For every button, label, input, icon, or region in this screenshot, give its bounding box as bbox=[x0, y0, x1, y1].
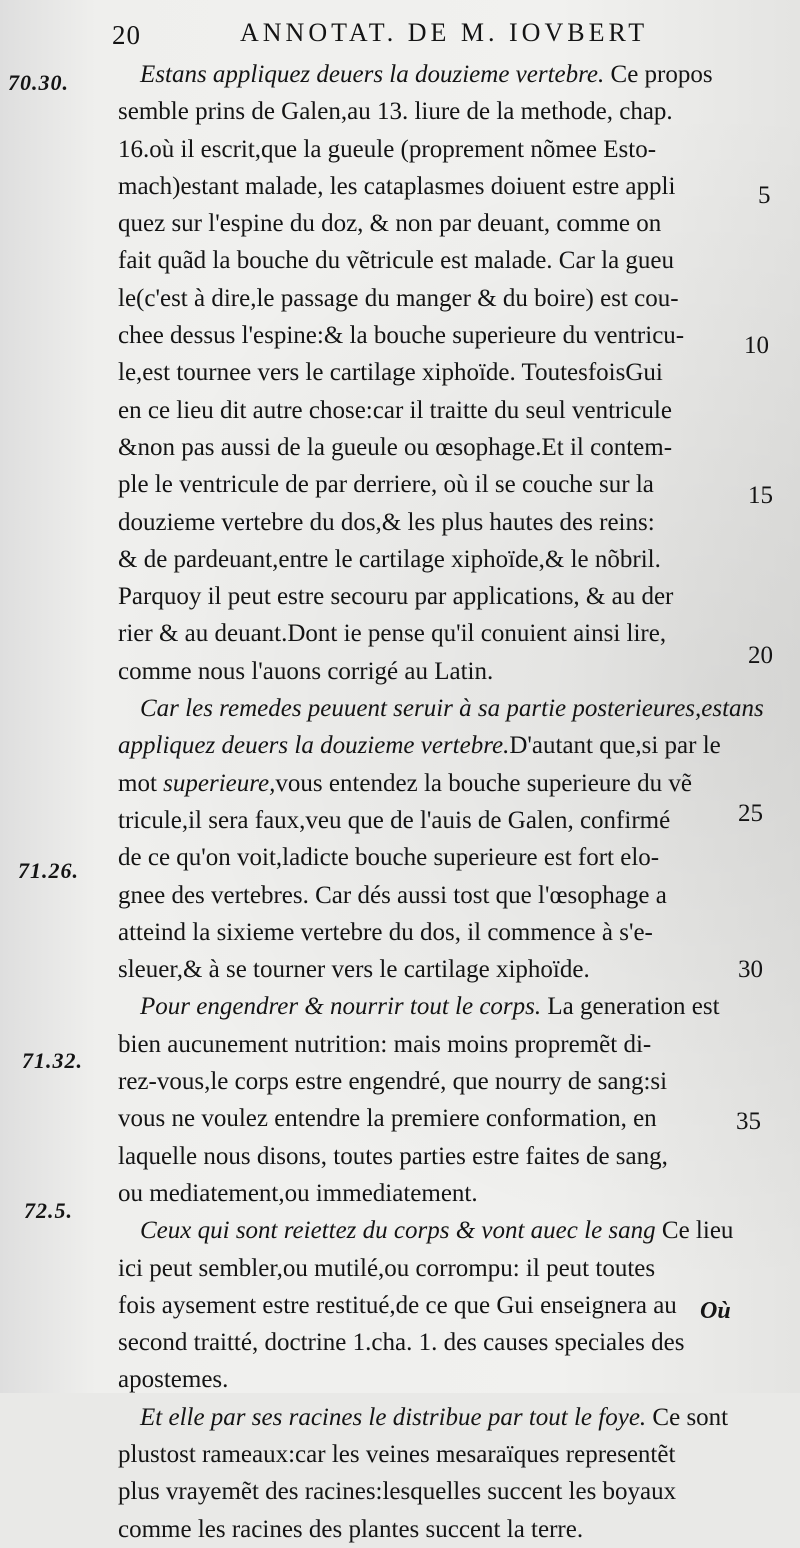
text-line bbox=[118, 1250, 738, 1287]
commentary-text: &non pas aussi de la gueule ou œsophage.Et il contem- bbox=[118, 433, 673, 461]
text-line bbox=[118, 466, 738, 503]
commentary-text: D'autant que,si par le bbox=[509, 732, 721, 760]
text-line bbox=[118, 839, 738, 876]
text-line bbox=[118, 131, 738, 168]
lemma-text: Estans appliquez deuers la douzieme vertebre. bbox=[140, 61, 605, 88]
text-line bbox=[118, 951, 738, 988]
text-line bbox=[118, 205, 738, 242]
commentary-text: atteind la sixieme vertebre du dos, il commence à s'e- bbox=[118, 918, 653, 946]
line-number: 10 bbox=[744, 332, 769, 359]
line-number: 30 bbox=[738, 956, 763, 983]
lemma-text: Ceux qui sont reiettez du corps & vont auec le sang bbox=[140, 1217, 656, 1245]
commentary-text: fait quãd la bouche du vẽtricule est malade. Car la gueu bbox=[118, 247, 675, 275]
text-line bbox=[118, 802, 738, 839]
commentary-text: douzieme vertebre du dos,& les plus hautes des reins: bbox=[118, 508, 655, 536]
commentary-text: laquelle nous disons, toutes parties estre faites de sang, bbox=[118, 1142, 668, 1170]
line-number: 25 bbox=[738, 800, 763, 827]
text-line bbox=[118, 1324, 738, 1361]
commentary-text: sleuer,& à se tourner vers le cartilage xiphoïde. bbox=[118, 956, 590, 984]
text-line bbox=[118, 877, 738, 914]
text-line bbox=[118, 504, 738, 541]
annotation-paragraph bbox=[118, 1399, 738, 1548]
commentary-text: ple le ventricule de par derriere, où il se couche sur la bbox=[118, 471, 654, 499]
text-line bbox=[118, 1100, 738, 1137]
text-line bbox=[118, 765, 738, 802]
commentary-text: bien aucunement nutrition: mais moins propremẽt di- bbox=[118, 1030, 652, 1058]
text-line bbox=[118, 1399, 738, 1436]
lemma-text: Et elle par ses racines le distribue par tout le foye. bbox=[140, 1403, 647, 1431]
commentary-text: vous entendez la bouche superieure du vẽ bbox=[275, 769, 692, 797]
text-line bbox=[118, 56, 738, 93]
text-line bbox=[118, 1063, 738, 1100]
annotation-paragraph bbox=[118, 56, 738, 690]
text-line bbox=[118, 354, 738, 391]
commentary-text: comme les racines des plantes succent la terre. bbox=[118, 1515, 584, 1543]
commentary-text: plustost rameaux:car les veines mesaraïques representẽt bbox=[118, 1440, 676, 1468]
lemma-text: Car les remedes peuuent seruir à sa partie posterieures,estans bbox=[140, 695, 764, 723]
page-number: 20 bbox=[112, 20, 141, 50]
text-line bbox=[118, 653, 738, 690]
commentary-text: & de pardeuant,entre le cartilage xiphoïde,& le nõbril. bbox=[118, 545, 661, 573]
line-number: 20 bbox=[748, 642, 773, 669]
text-line bbox=[118, 317, 738, 354]
commentary-text: tricule,il sera faux,veu que de l'auis de Galen, confirmé bbox=[118, 806, 671, 834]
commentary-text: gnee des vertebres. Car dés aussi tost que l'œsophage a bbox=[118, 881, 667, 909]
commentary-text: le,est tournee vers le cartilage xiphoïde. ToutesfoisGui bbox=[118, 359, 663, 387]
commentary-text: mach)estant malade, les cataplasmes doiuent estre appli bbox=[118, 172, 676, 200]
margin-ref: 70.30. bbox=[8, 70, 69, 95]
text-line bbox=[118, 1026, 738, 1063]
line-number: 5 bbox=[758, 182, 771, 209]
commentary-text: ici peut sembler,ou mutilé,ou corrompu: il peut toutes bbox=[118, 1254, 656, 1282]
commentary-text: rez-vous,le corps estre engendré, que nourry de sang:si bbox=[118, 1068, 668, 1096]
running-title: ANNOTAT. DE M. IOVBERT bbox=[240, 18, 649, 47]
commentary-text: chee dessus l'espine:& la bouche superieure du ventricu- bbox=[118, 322, 685, 350]
commentary-text: vous ne voulez entendre la premiere conformation, en bbox=[118, 1105, 657, 1133]
commentary-text: second traitté, doctrine 1.cha. 1. des causes speciales des bbox=[118, 1329, 685, 1357]
text-line bbox=[118, 615, 738, 652]
margin-ref: 71.26. bbox=[18, 858, 79, 883]
commentary-text: Ce lieu bbox=[655, 1217, 734, 1245]
text-line bbox=[118, 690, 764, 727]
text-line bbox=[118, 1511, 738, 1548]
commentary-text: Ce propos bbox=[604, 61, 713, 88]
lemma-text: appliquez deuers la douzieme vertebre. bbox=[118, 732, 510, 760]
commentary-text: fois aysement estre restitué,de ce que Gui enseignera au bbox=[118, 1291, 677, 1319]
commentary-text: rier & au deuant.Dont ie pense qu'il conuient ainsi lire, bbox=[118, 620, 667, 648]
commentary-text: apostemes. bbox=[118, 1366, 229, 1394]
commentary-text: Ce sont bbox=[646, 1403, 729, 1431]
commentary-text: semble prins de Galen,au 13. liure de la methode, chap. bbox=[118, 98, 673, 126]
text-line bbox=[118, 541, 738, 578]
running-header bbox=[112, 14, 732, 50]
text-line bbox=[118, 988, 738, 1025]
text-line bbox=[118, 914, 738, 951]
text-line bbox=[118, 1473, 738, 1510]
commentary-text: La generation est bbox=[541, 993, 720, 1021]
commentary-text: ou mediatement,ou immediatement. bbox=[118, 1179, 478, 1207]
text-line bbox=[118, 242, 738, 279]
text-line bbox=[118, 1212, 738, 1249]
text-line bbox=[118, 1436, 738, 1473]
text-line bbox=[118, 1175, 738, 1212]
commentary-text: mot bbox=[118, 769, 164, 797]
text-line bbox=[118, 1138, 738, 1175]
commentary-text: plus vrayemẽt des racines:lesquelles succent les boyaux bbox=[118, 1478, 677, 1506]
margin-ref: 71.32. bbox=[22, 1048, 83, 1073]
text-line bbox=[118, 280, 738, 317]
text-line bbox=[118, 93, 738, 130]
text-line bbox=[118, 168, 738, 205]
line-number: 35 bbox=[736, 1108, 761, 1135]
annotation-paragraph bbox=[118, 988, 738, 1212]
lemma-text: Pour engendrer & nourrir tout le corps. bbox=[140, 993, 542, 1021]
margin-ref: 72.5. bbox=[24, 1198, 73, 1223]
commentary-text: quez sur l'espine du doz, & non par deuant, comme on bbox=[118, 210, 662, 238]
commentary-text: en ce lieu dit autre chose:car il traitte du seul ventricule bbox=[118, 396, 672, 424]
text-line bbox=[118, 578, 738, 615]
text-line bbox=[118, 1287, 738, 1324]
text-line bbox=[118, 429, 738, 466]
catchword: Où bbox=[700, 1298, 731, 1324]
annotation-paragraph bbox=[118, 1212, 738, 1398]
text-line bbox=[118, 392, 738, 429]
commentary-text: Parquoy il peut estre secouru par applications, & au der bbox=[118, 583, 674, 611]
commentary-text: comme nous l'auons corrigé au Latin. bbox=[118, 657, 494, 685]
commentary-text: de ce qu'on voit,ladicte bouche superieure est fort elo- bbox=[118, 844, 660, 872]
text-line bbox=[118, 1361, 738, 1398]
text-line bbox=[118, 727, 738, 764]
lemma-text: superieure, bbox=[163, 769, 276, 797]
line-number: 15 bbox=[748, 482, 773, 509]
commentary-text: le(c'est à dire,le passage du manger & du boire) est cou- bbox=[118, 284, 679, 312]
commentary-text: 16.où il escrit,que la gueule (proprement nõmee Esto- bbox=[118, 135, 657, 163]
